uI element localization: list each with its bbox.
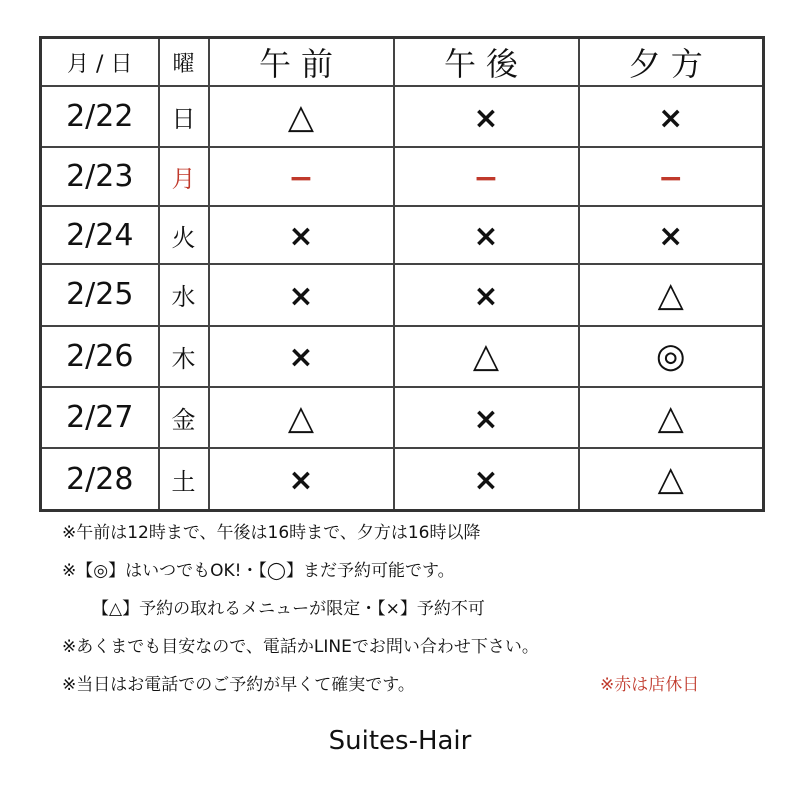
note-hours: ※午前は12時まで、午後は16時まで、夕方は16時以降: [62, 523, 481, 543]
header-morning: 午前: [209, 38, 394, 87]
slot-afternoon: [394, 206, 579, 264]
slot-evening: [579, 147, 764, 205]
availability-mark: −: [473, 160, 499, 196]
slot-morning: [209, 86, 394, 147]
availability-mark: △: [472, 336, 500, 377]
availability-mark: −: [658, 160, 684, 196]
slot-afternoon: [394, 387, 579, 448]
availability-mark: ×: [658, 100, 684, 136]
row-date: 2/22: [41, 86, 159, 147]
table-row: [41, 448, 764, 510]
note-symbols-limited: 【△】予約の取れるメニューが限定・【×】予約不可: [92, 599, 485, 619]
slot-evening: [579, 387, 764, 448]
availability-mark: ×: [288, 219, 314, 255]
row-date: 2/28: [41, 448, 159, 510]
header-row: [41, 38, 764, 87]
availability-mark: ×: [473, 463, 499, 499]
row-day-of-week: 日: [159, 86, 209, 147]
slot-morning: [209, 448, 394, 510]
schedule-table-wrapper: [39, 36, 763, 512]
slot-evening: [579, 206, 764, 264]
note-same-day-text: ※当日はお電話でのご予約が早くて確実です。: [62, 675, 415, 695]
slot-evening: [579, 264, 764, 325]
availability-mark: −: [288, 160, 314, 196]
row-day-of-week: 金: [159, 387, 209, 448]
slot-morning: [209, 387, 394, 448]
header-date: 月 / 日: [41, 38, 159, 87]
row-date: 2/25: [41, 264, 159, 325]
header-day-of-week: 曜: [159, 38, 209, 87]
row-day-of-week: 木: [159, 326, 209, 387]
notes-section: [62, 514, 762, 704]
header-afternoon: 午後: [394, 38, 579, 87]
slot-afternoon: [394, 86, 579, 147]
availability-mark: △: [657, 274, 684, 315]
row-day-of-week: 火: [159, 206, 209, 264]
reservation-schedule-table: [39, 36, 765, 512]
slot-morning: [209, 206, 394, 264]
availability-mark: ×: [288, 278, 314, 314]
slot-afternoon: [394, 147, 579, 205]
availability-mark: ◎: [655, 336, 686, 377]
note-contact: ※あくまでも目安なので、電話かLINEでお問い合わせ下さい。: [62, 637, 539, 657]
availability-mark: ×: [288, 463, 314, 499]
availability-mark: △: [287, 397, 315, 438]
slot-afternoon: [394, 264, 579, 325]
row-date: 2/26: [41, 326, 159, 387]
row-day-of-week: 土: [159, 448, 209, 510]
row-date: 2/27: [41, 387, 159, 448]
table-row: [41, 326, 764, 387]
availability-mark: △: [287, 96, 315, 137]
header-evening: 夕方: [579, 38, 764, 87]
slot-afternoon: [394, 448, 579, 510]
table-row: [41, 147, 764, 205]
slot-evening: [579, 86, 764, 147]
slot-morning: [209, 147, 394, 205]
table-row: [41, 206, 764, 264]
row-day-of-week: 水: [159, 264, 209, 325]
availability-mark: ×: [658, 219, 684, 255]
slot-morning: [209, 264, 394, 325]
availability-mark: ×: [473, 278, 499, 314]
brand-name: Suites-Hair: [328, 726, 472, 756]
note-closed-day: ※赤は店休日: [600, 675, 700, 695]
availability-mark: ×: [473, 100, 499, 136]
table-row: [41, 264, 764, 325]
row-date: 2/23: [41, 147, 159, 205]
availability-mark: △: [657, 459, 684, 500]
note-symbols-ok: ※【◎】はいつでもOK!・【◯】まだ予約可能です。: [62, 561, 455, 581]
slot-morning: [209, 326, 394, 387]
availability-mark: △: [657, 397, 684, 438]
availability-mark: ×: [473, 401, 499, 437]
availability-mark: ×: [288, 340, 314, 376]
slot-evening: [579, 448, 764, 510]
row-day-of-week: 月: [159, 147, 209, 205]
table-row: [41, 387, 764, 448]
row-date: 2/24: [41, 206, 159, 264]
slot-afternoon: [394, 326, 579, 387]
table-row: [41, 86, 764, 147]
slot-evening: [579, 326, 764, 387]
availability-mark: ×: [473, 219, 499, 255]
note-same-day: [62, 666, 762, 704]
